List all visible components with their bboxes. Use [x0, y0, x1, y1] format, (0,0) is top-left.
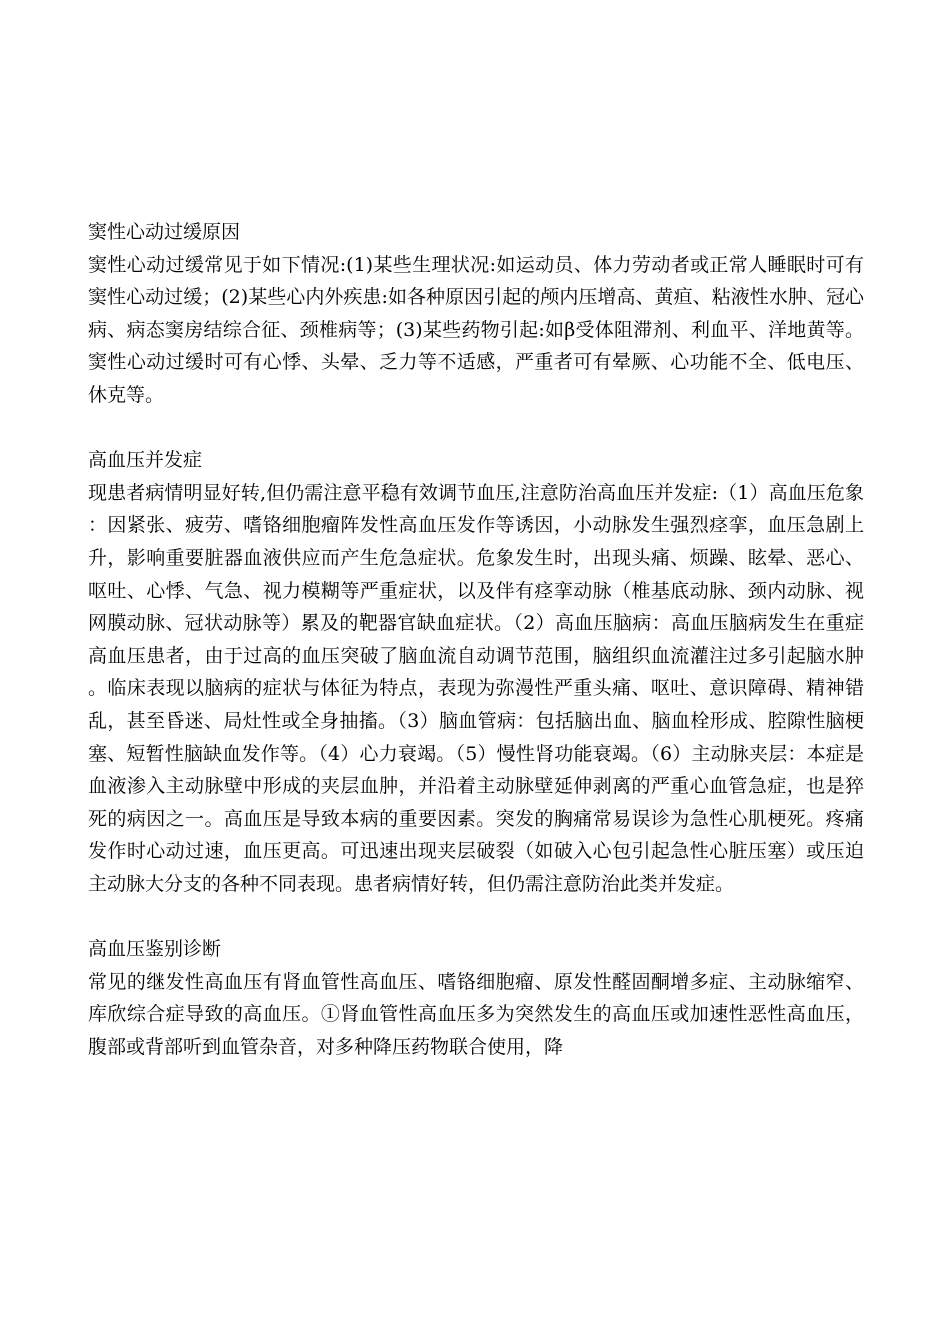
document-page	[88, 216, 864, 1096]
section-heading: 高血压并发症	[88, 449, 203, 472]
section-sinus-bradycardia	[88, 216, 864, 412]
section-hypertension-differential	[88, 933, 864, 1063]
section-heading: 高血压鉴别诊断	[88, 938, 222, 961]
section-hypertension-complications	[88, 444, 864, 900]
section-body: 常见的继发性高血压有肾血管性高血压、嗜铬细胞瘤、原发性醛固酮增多症、主动脉缩窄、库欣综合症导致的高血压。①肾血管性高血压多为突然发生的高血压或加速性恶性高血压，腹部或背部听到血管杂音，对多种降压药物联合使用，降	[88, 970, 864, 1058]
section-body: 现患者病情明显好转,但仍需注意平稳有效调节血压,注意防治高血压并发症:（1）高血压危象：因紧张、疲劳、嗜铬细胞瘤阵发性高血压发作等诱因，小动脉发生强烈痉挛，血压急剧上升，影响重要脏器血液供应而产生危急症状。危象发生时，出现头痛、烦躁、眩晕、恶心、呕吐、心悸、气急、视力模糊等严重症状，以及伴有痉挛动脉（椎基底动脉、颈内动脉、视网膜动脉、冠状动脉等）累及的靶器官缺血症状。（2）高血压脑病：高血压脑病发生在重症高血压患者，由于过高的血压突破了脑血流自动调节范围，脑组织血流灌注过多引起脑水肿。临床表现以脑病的症状与体征为特点，表现为弥漫性严重头痛、呕吐、意识障碍、精神错乱，甚至昏迷、局灶性或全身抽搐。（3）脑血管病：包括脑出血、脑血栓形成、腔隙性脑梗塞、短暂性脑缺血发作等。（4）心力衰竭。（5）慢性肾功能衰竭。（6）主动脉夹层：本症是血液渗入主动脉壁中形成的夹层血肿，并沿着主动脉壁延伸剥离的严重心血管急症，也是猝死的病因之一。高血压是导致本病的重要因素。突发的胸痛常易误诊为急性心肌梗死。疼痛发作时心动过速，血压更高。可迅速出现夹层破裂（如破入心包引起急性心脏压塞）或压迫主动脉大分支的各种不同表现。患者病情好转，但仍需注意防治此类并发症。	[88, 481, 864, 895]
section-heading: 窦性心动过缓原因	[88, 221, 241, 243]
section-body: 窦性心动过缓常见于如下情况:(1)某些生理状况:如运动员、体力劳动者或正常人睡眠时可有窦性心动过缓；(2)某些心内外疾患:如各种原因引起的颅内压增高、黄疸、粘液性水肿、冠心病、病态窦房结综合征、颈椎病等；(3)某些药物引起:如β受体阻滞剂、利血平、洋地黄等。窦性心动过缓时可有心悸、头晕、乏力等不适感，严重者可有晕厥、心功能不全、低电压、休克等。	[88, 253, 864, 406]
